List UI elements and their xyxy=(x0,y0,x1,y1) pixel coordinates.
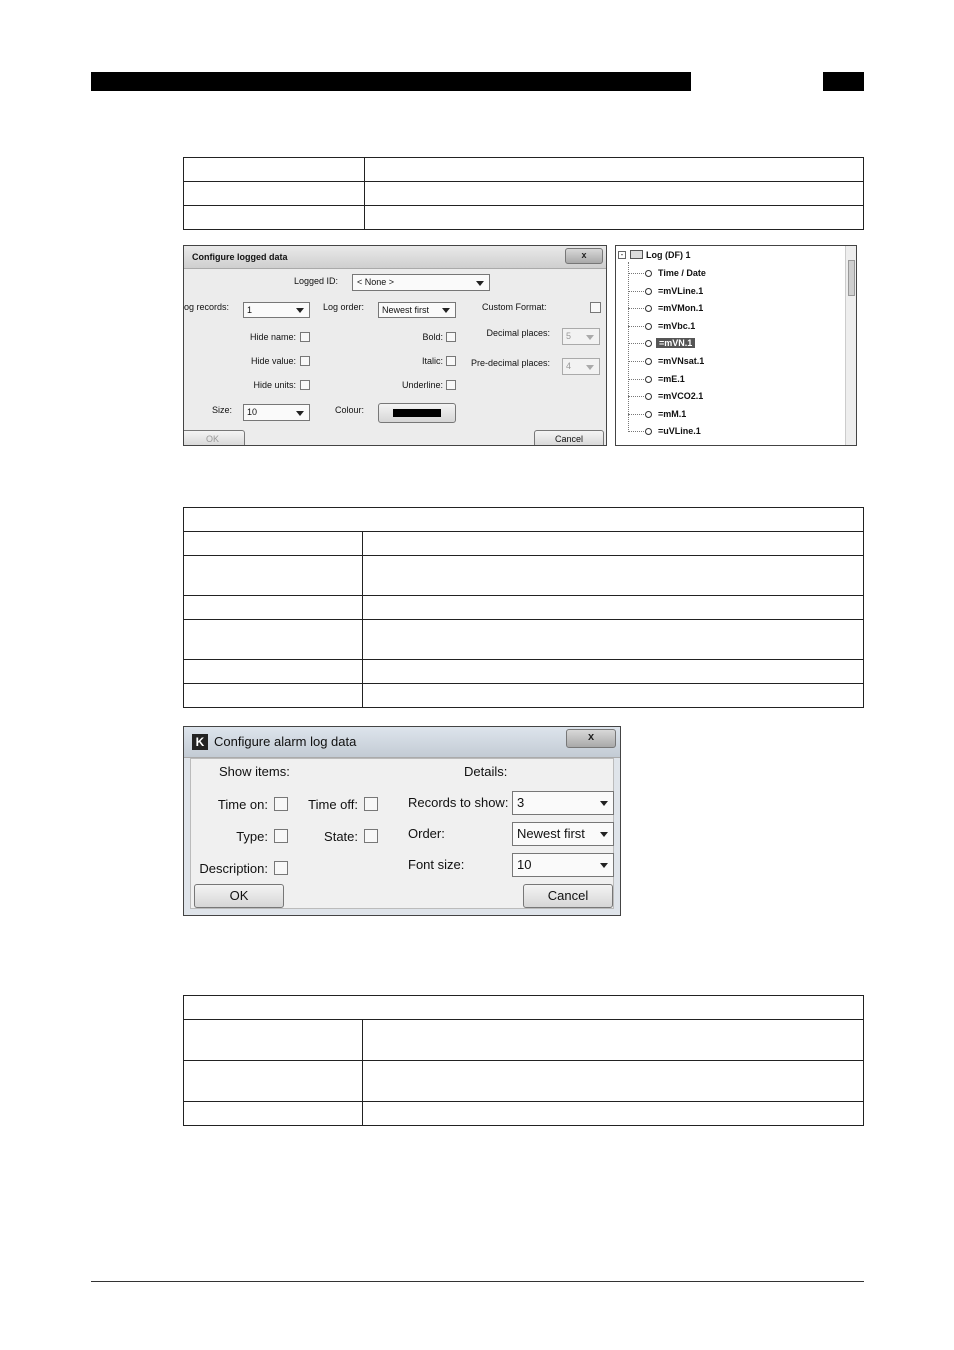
signal-circle-icon xyxy=(645,411,652,418)
chevron-down-icon xyxy=(296,308,304,313)
header-page-box xyxy=(823,72,864,91)
table-1 xyxy=(183,157,864,230)
signal-circle-icon xyxy=(645,358,652,365)
chevron-down-icon xyxy=(296,411,304,416)
records-to-show-select[interactable] xyxy=(512,791,614,815)
signal-circle-icon xyxy=(645,305,652,312)
order-label: Order: xyxy=(408,826,445,841)
hide-name-label: Hide name: xyxy=(249,332,296,342)
type-label: Type: xyxy=(236,829,268,844)
records-to-show-value: 3 xyxy=(517,795,525,810)
order-select[interactable] xyxy=(512,822,614,846)
cancel-button[interactable]: Cancel xyxy=(534,430,604,446)
tree-connector xyxy=(628,379,644,380)
logged-id-value: < None > xyxy=(357,277,395,287)
tree-connector xyxy=(628,326,644,327)
chevron-down-icon xyxy=(600,863,608,868)
colour-swatch xyxy=(393,409,441,417)
tree-connector xyxy=(628,308,644,309)
italic-label: Italic: xyxy=(421,356,443,366)
pre-decimal-places-label: Pre-decimal places: xyxy=(470,358,550,368)
bold-checkbox[interactable] xyxy=(446,332,456,342)
table-row xyxy=(184,532,864,556)
size-select[interactable] xyxy=(243,404,310,421)
tree-item[interactable]: =mVN.1 xyxy=(656,338,695,348)
hide-value-label: Hide value: xyxy=(250,356,296,366)
table-row xyxy=(184,996,864,1020)
signal-circle-icon xyxy=(645,393,652,400)
colour-button[interactable] xyxy=(378,403,456,423)
chevron-down-icon xyxy=(442,308,450,313)
records-to-show-label: Records to show: xyxy=(408,795,509,810)
show-items-heading: Show items: xyxy=(219,764,290,779)
tree-item[interactable]: =mM.1 xyxy=(658,408,687,419)
table-row xyxy=(184,596,864,620)
logged-id-label: Logged ID: xyxy=(293,276,338,286)
table-row xyxy=(184,182,864,206)
time-off-label: Time off: xyxy=(308,797,358,812)
table-row xyxy=(184,556,864,596)
dialog-title: Configure alarm log data xyxy=(214,734,357,749)
tree-item[interactable]: =mVNsat.1 xyxy=(658,356,705,366)
tree-connector xyxy=(628,291,644,292)
bold-label: Bold: xyxy=(422,332,443,342)
log-order-select[interactable] xyxy=(378,302,456,318)
state-label: State: xyxy=(324,829,358,844)
order-value: Newest first xyxy=(517,826,585,841)
configure-alarm-log-dialog xyxy=(183,726,621,916)
ok-button[interactable]: OK xyxy=(194,884,284,908)
tree-connector xyxy=(628,361,644,362)
state-checkbox[interactable] xyxy=(364,829,378,843)
chevron-down-icon xyxy=(600,832,608,837)
decimal-places-value: 5 xyxy=(566,331,572,341)
chevron-down-icon xyxy=(586,365,594,370)
tree-root-label[interactable]: Log (DF) 1 xyxy=(646,250,691,260)
dialog-title: Configure logged data xyxy=(192,252,288,262)
time-on-checkbox[interactable] xyxy=(274,797,288,811)
log-order-value: Newest first xyxy=(382,305,430,315)
hide-units-checkbox[interactable] xyxy=(300,380,310,390)
pre-decimal-places-select[interactable] xyxy=(562,358,600,375)
tree-item[interactable]: =mVbc.1 xyxy=(658,320,696,331)
signal-circle-icon xyxy=(645,288,652,295)
tree-connector xyxy=(628,343,644,344)
description-checkbox[interactable] xyxy=(274,861,288,875)
tree-connector xyxy=(628,414,644,415)
table-row xyxy=(184,206,864,230)
close-button[interactable]: x xyxy=(566,729,616,748)
time-on-label: Time on: xyxy=(217,797,268,812)
ok-button[interactable]: OK xyxy=(183,430,245,446)
tree-item[interactable]: =mVLine.1 xyxy=(658,285,704,296)
tree-connector xyxy=(628,396,644,397)
cancel-button[interactable]: Cancel xyxy=(523,884,613,908)
folder-icon xyxy=(630,250,643,259)
close-button[interactable]: x xyxy=(565,248,603,264)
hide-value-checkbox[interactable] xyxy=(300,356,310,366)
description-label: Description: xyxy=(199,861,268,876)
table-row xyxy=(184,660,864,684)
font-size-label: Font size: xyxy=(408,857,465,872)
type-checkbox[interactable] xyxy=(274,829,288,843)
table-row xyxy=(184,1102,864,1126)
underline-checkbox[interactable] xyxy=(446,380,456,390)
hide-name-checkbox[interactable] xyxy=(300,332,310,342)
tree-item[interactable]: =uVLine.1 xyxy=(658,426,701,437)
hide-units-label: Hide units: xyxy=(253,380,296,390)
log-order-label: Log order: xyxy=(323,302,365,312)
table-row xyxy=(184,508,864,532)
signal-circle-icon xyxy=(645,376,652,383)
tree-item[interactable]: Time / Date xyxy=(658,268,706,278)
log-tree-view xyxy=(615,245,857,446)
collapse-icon[interactable]: - xyxy=(618,251,626,259)
signal-circle-icon xyxy=(645,323,652,330)
decimal-places-label: Decimal places: xyxy=(486,328,550,338)
app-logo-icon: K xyxy=(192,734,208,750)
underline-label: Underline: xyxy=(401,380,443,390)
log-records-value: 1 xyxy=(247,305,253,315)
logged-id-select[interactable] xyxy=(352,274,490,291)
footer-rule xyxy=(91,1281,864,1282)
colour-label: Colour: xyxy=(334,405,364,415)
tree-item[interactable]: =mVCO2.1 xyxy=(658,391,704,402)
chevron-down-icon xyxy=(600,801,608,806)
scrollbar-thumb[interactable] xyxy=(848,260,855,296)
signal-circle-icon xyxy=(645,340,652,347)
table-row xyxy=(184,1020,864,1061)
table-row xyxy=(184,620,864,660)
pre-decimal-places-value: 4 xyxy=(566,361,572,371)
table-row xyxy=(184,158,864,182)
tree-connector xyxy=(628,273,644,274)
signal-circle-icon xyxy=(645,428,652,435)
configure-logged-data-dialog xyxy=(183,245,607,446)
font-size-value: 10 xyxy=(517,857,532,872)
tree-connector xyxy=(628,431,644,432)
chevron-down-icon xyxy=(476,281,484,286)
size-value: 10 xyxy=(247,407,258,417)
time-off-checkbox[interactable] xyxy=(364,797,378,811)
log-records-label: og records: xyxy=(184,302,230,312)
details-heading: Details: xyxy=(464,764,508,779)
tree-item[interactable]: =mE.1 xyxy=(658,373,685,384)
custom-format-label: Custom Format: xyxy=(482,302,547,312)
italic-checkbox[interactable] xyxy=(446,356,456,366)
table-row xyxy=(184,684,864,708)
table-3 xyxy=(183,995,864,1126)
header-bar xyxy=(91,72,691,91)
custom-format-checkbox[interactable] xyxy=(590,302,601,313)
size-label: Size: xyxy=(211,405,232,415)
font-size-select[interactable] xyxy=(512,853,614,877)
chevron-down-icon xyxy=(586,335,594,340)
signal-circle-icon xyxy=(645,270,652,277)
table-2 xyxy=(183,507,864,708)
decimal-places-select[interactable] xyxy=(562,328,600,345)
table-row xyxy=(184,1061,864,1102)
log-records-select[interactable] xyxy=(243,302,310,318)
tree-lines xyxy=(628,262,629,432)
tree-item[interactable]: =mVMon.1 xyxy=(658,303,704,314)
